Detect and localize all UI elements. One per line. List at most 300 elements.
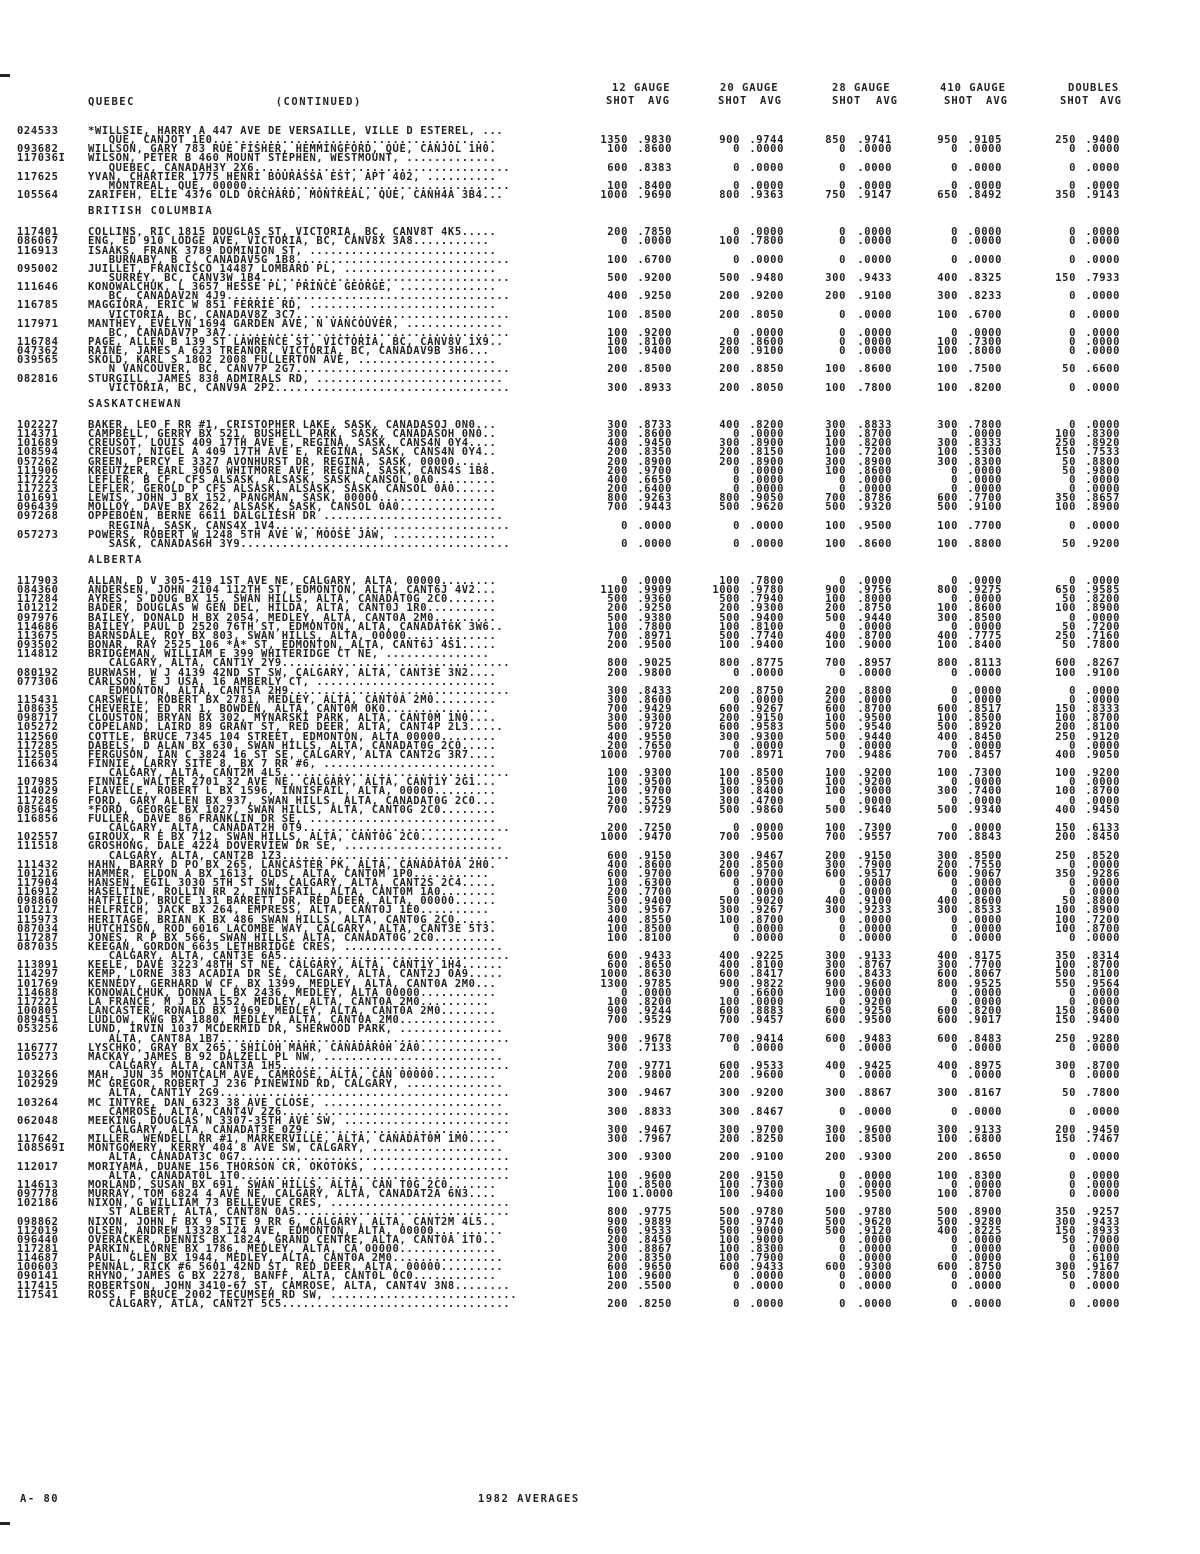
shot-count: 0 (839, 345, 846, 358)
shot-count: 0 (839, 1105, 846, 1118)
member-id: 086067 (17, 235, 59, 248)
member-name-address: YVAN, CHARTIER 1775 HENRI BOURASSA EST, APT 402, .......... (88, 170, 497, 183)
average-value: .0000 (1085, 179, 1120, 192)
member-id: 116856 (17, 812, 59, 825)
average-value: .5250 (637, 794, 672, 807)
shot-count: 100 (937, 767, 958, 780)
average-value: .9467 (749, 849, 784, 862)
shot-count: 0 (951, 1252, 958, 1265)
member-id: 101769 (17, 977, 59, 990)
average-value: .0000 (967, 876, 1002, 889)
shot-count: 300 (825, 904, 846, 917)
shot-count: 100 (825, 446, 846, 459)
average-value: .8657 (1085, 492, 1120, 505)
average-value: .8517 (967, 703, 1002, 716)
average-value: .9600 (637, 1169, 672, 1182)
shot-count: 50 (1062, 593, 1076, 606)
member-id: 116912 (17, 886, 59, 899)
shot-count: 0 (1069, 995, 1076, 1008)
shot-count: 0 (733, 143, 740, 156)
average-value: .9225 (749, 950, 784, 963)
average-value: .0000 (967, 253, 1002, 266)
average-value: .0000 (857, 326, 892, 339)
member-id: 114812 (17, 648, 59, 661)
shot-count: 500 (719, 895, 740, 908)
average-value: .8957 (857, 657, 892, 670)
shot-count: 100 (719, 1188, 740, 1201)
average-value: .8600 (857, 537, 892, 550)
shot-count: 0 (951, 161, 958, 174)
average-value: .8417 (749, 968, 784, 981)
shot-count: 700 (607, 629, 628, 642)
shot-count: 600 (937, 1261, 958, 1274)
average-value: .0000 (967, 464, 1002, 477)
shot-count: 0 (951, 684, 958, 697)
col-group-28-gauge: 28 GAUGE (832, 82, 891, 94)
average-value: .9244 (637, 1005, 672, 1018)
shot-count: 200 (607, 886, 628, 899)
shot-count: 100 (719, 1178, 740, 1191)
average-value: .9700 (749, 1124, 784, 1136)
average-value: .9200 (637, 326, 672, 339)
member-name-address: HAMMER, ELDON A BX 1613, OLDS, ALTA, CANT0M 1P0........... (88, 867, 490, 880)
shot-count: 100 (719, 776, 740, 789)
average-value: .8483 (967, 1032, 1002, 1045)
average-value: .9775 (637, 1206, 672, 1219)
shot-count: 400 (937, 629, 958, 642)
average-value: .7650 (637, 739, 672, 752)
shot-count: 600 (1055, 657, 1076, 670)
average-value: .8050 (749, 308, 784, 321)
shot-count: 500 (825, 721, 846, 734)
shot-count: 550 (1055, 977, 1076, 990)
member-name-address: PAGE, ALLEN B 139 ST LAWRENCE ST, VICTORIA, BC, CANV8V 1X9.. (88, 336, 504, 348)
shot-count: 100 (607, 143, 628, 156)
shot-count: 700 (719, 1032, 740, 1045)
average-value: .7300 (967, 767, 1002, 780)
shot-count: 100 (825, 537, 846, 550)
average-value: .8800 (967, 537, 1002, 550)
member-name-address: ZARIFEH, ELIE 4376 OLD ORCHARD, MONTREAL, QUE, CANH4A 3B4... (88, 189, 504, 202)
shot-count: 700 (825, 748, 846, 761)
average-value: .0000 (857, 1233, 892, 1246)
average-value: .0000 (967, 235, 1002, 248)
shot-count: 0 (733, 1297, 740, 1310)
member-name-address: CAMPBELL, GERRY BX 521, BUSHELL PARK, SASK, CANADASOH 0N0.. (88, 428, 497, 441)
average-value: .9120 (1085, 730, 1120, 743)
shot-count: 100 (825, 639, 846, 652)
shot-count: 0 (839, 1252, 846, 1265)
average-value: .6400 (637, 482, 672, 495)
average-value: .9414 (749, 1032, 784, 1045)
shot-count: 200 (825, 290, 846, 303)
average-value: .0000 (857, 235, 892, 248)
average-value: .0000 (749, 464, 784, 477)
shot-count: 0 (951, 666, 958, 679)
average-value: .8700 (857, 703, 892, 716)
shot-count: 0 (839, 226, 846, 239)
shot-count: 600 (719, 1005, 740, 1018)
average-value: .0000 (1085, 290, 1120, 303)
average-value: .0000 (857, 666, 892, 679)
shot-count: 0 (621, 986, 628, 999)
shot-count: 300 (937, 1124, 958, 1136)
shot-count: 0 (951, 1270, 958, 1283)
average-value: .9200 (1085, 767, 1120, 780)
average-value: .8933 (1085, 1224, 1120, 1237)
member-id: 113891 (17, 959, 59, 972)
average-value: .0000 (1085, 308, 1120, 321)
shot-count: 200 (607, 464, 628, 477)
shot-count: 200 (607, 1069, 628, 1082)
average-value: .8867 (637, 1242, 672, 1255)
average-value: .9050 (1085, 748, 1120, 761)
member-name-address: BC, CANADAV7P 3A7......................................... (88, 326, 511, 339)
shot-count: 0 (839, 308, 846, 321)
average-value: .8300 (967, 455, 1002, 468)
member-name-address: PAUL, GLEN BX 1944, MEDLEY, ALTA, CANT0A 2M0................ (88, 1252, 504, 1265)
member-name-address: HERITAGE, BRIAN K BX 486 SWAN HILLS, ALTA, CANT0G 2C0...... (88, 913, 497, 926)
member-id: 102227 (17, 418, 59, 431)
average-value: .0000 (857, 986, 892, 999)
shot-count: 100 (937, 537, 958, 550)
average-value: .9440 (857, 730, 892, 743)
average-value: .0000 (967, 776, 1002, 789)
average-value: .0000 (1085, 876, 1120, 889)
average-value: .9263 (637, 492, 672, 505)
shot-count: 500 (937, 721, 958, 734)
average-value: .8233 (967, 290, 1002, 303)
average-value: .8900 (967, 1206, 1002, 1219)
average-value: .9533 (749, 1059, 784, 1072)
shot-count: 200 (607, 363, 628, 376)
average-value: .7800 (637, 620, 672, 633)
shot-count: 0 (951, 464, 958, 477)
shot-count: 100 (719, 639, 740, 652)
shot-count: 100 (1055, 712, 1076, 725)
shot-count: 200 (937, 1151, 958, 1164)
average-value: .9500 (857, 1014, 892, 1027)
average-value: .8630 (637, 968, 672, 981)
shot-count: 150 (1055, 1133, 1076, 1146)
member-id: 097976 (17, 611, 59, 624)
average-value: .9105 (967, 134, 1002, 147)
average-value: .6100 (1085, 1252, 1120, 1265)
shot-count: 700 (607, 501, 628, 514)
member-id: 112560 (17, 730, 59, 743)
shot-count: 0 (839, 336, 846, 348)
shot-count: 100 (825, 593, 846, 606)
member-name-address: CALGARY, ATLA, CANT2T 5C5................................. (88, 1297, 511, 1310)
average-value: .8600 (637, 693, 672, 706)
member-name-address: LANCASTER, RONALD BX 1969, MEDLEY, ALTA, CANT0A 2M0........ (88, 1005, 497, 1018)
average-value: .0000 (749, 226, 784, 239)
member-name-address: BC, CANADAV2N 4J9......................................... (88, 290, 511, 303)
average-value: .8200 (749, 418, 784, 431)
shot-count: 0 (1069, 986, 1076, 999)
average-value: .9363 (749, 189, 784, 202)
shot-count: 500 (825, 1215, 846, 1228)
average-value: .0000 (749, 995, 784, 1008)
member-id: 117541 (17, 1288, 59, 1301)
member-id: 062048 (17, 1114, 59, 1127)
shot-count: 500 (719, 611, 740, 624)
shot-count: 0 (1069, 235, 1076, 248)
average-value: .0000 (749, 876, 784, 889)
shot-count: 150 (1055, 1014, 1076, 1027)
shot-count: 1000 (600, 968, 628, 981)
average-value: .9729 (637, 803, 672, 816)
average-value: .8750 (857, 602, 892, 615)
average-value: .0000 (1085, 1169, 1120, 1182)
average-value: .9267 (749, 703, 784, 716)
average-value: .7700 (967, 519, 1002, 532)
average-value: .0000 (1085, 345, 1120, 358)
shot-count: 500 (719, 1224, 740, 1237)
average-value: .7775 (967, 629, 1002, 642)
member-name-address: MAH, JUN 35 MONTCALM AVE, CAMROSE, ALTA, CAN 00000......... (88, 1069, 497, 1082)
member-name-address: HELFRICH, JACK BX 264, EMPRESS, ALTA, CANT0J 1E0.......... (88, 904, 490, 917)
member-id: 117036I (17, 152, 66, 165)
member-name-address: ALTA, CANADAT3C 0G7....................................... (88, 1151, 511, 1164)
average-value: .9620 (857, 1215, 892, 1228)
shot-count: 250 (1055, 849, 1076, 862)
shot-count: 0 (951, 1041, 958, 1054)
shot-count: 0 (951, 1069, 958, 1082)
average-value: .9150 (749, 712, 784, 725)
shot-count: 400 (937, 1224, 958, 1237)
average-value: .4700 (749, 794, 784, 807)
average-value: .7133 (637, 1041, 672, 1054)
member-name-address: OPPEBOEN, BERNE 6611 DALGLIESH DR .......................... (88, 510, 504, 523)
shot-count: 0 (621, 575, 628, 587)
shot-count: 600 (719, 1261, 740, 1274)
shot-count: 1350 (600, 134, 628, 147)
shot-count: 100 (937, 1188, 958, 1201)
member-name-address: QUEBEC, CANADAH3Y 2X6..................................... (88, 161, 511, 174)
member-id: 047362 (17, 345, 59, 358)
average-value: .9500 (637, 639, 672, 652)
shot-count: 200 (719, 381, 740, 394)
average-value: .8200 (857, 437, 892, 450)
shot-count: 100 (825, 1133, 846, 1146)
shot-count: 100 (937, 308, 958, 321)
member-name-address: MORIYAMA, DUANE 156 THORSON CR, OKOTOKS, .................... (88, 1160, 511, 1173)
average-value: .9300 (857, 1151, 892, 1164)
page-number: A- 80 (20, 1493, 60, 1505)
member-id: 102186 (17, 1197, 59, 1210)
average-value: .0000 (857, 913, 892, 926)
shot-count: 800 (937, 584, 958, 597)
average-value: .9400 (749, 611, 784, 624)
shot-count: 0 (1069, 886, 1076, 899)
average-value: .8700 (967, 1188, 1002, 1201)
member-name-address: MORLAND, SUSAN BX 691, SWAN HILLS, ALTA, CAN T0G 2C0....... (88, 1178, 497, 1191)
member-id: 114686 (17, 620, 59, 633)
average-value: .0000 (749, 1297, 784, 1310)
member-name-address: LUND, IRVIN 1037 MCDERMID DR, SHERWOOD PARK, ............... (88, 1023, 504, 1036)
member-id: 112505 (17, 748, 59, 761)
average-value: .7900 (749, 1252, 784, 1265)
average-value: .9100 (1085, 666, 1120, 679)
member-name-address: POWERS, ROBERT W 1248 5TH AVE W, MOOSE JAW, ............... (88, 528, 497, 541)
shot-count: 0 (839, 666, 846, 679)
shot-count: 600 (607, 161, 628, 174)
average-value: .0000 (967, 428, 1002, 441)
average-value: .7700 (967, 492, 1002, 505)
shot-count: 0 (1069, 684, 1076, 697)
average-value: .9800 (1085, 464, 1120, 477)
member-id: 089451 (17, 1014, 59, 1027)
average-value: .9200 (1085, 537, 1120, 550)
member-id: 101216 (17, 867, 59, 880)
member-name-address: KONOWALCHUK, L 3657 HESSE PL, PRINCE GEORGE, .............. (88, 281, 497, 294)
average-value: .9000 (749, 1224, 784, 1237)
shot-count: 0 (733, 1279, 740, 1292)
member-name-address: BARNSDALE, ROY BX 803, SWAN HILLS, ALTA, 00000............. (88, 629, 497, 642)
shot-count: 800 (719, 657, 740, 670)
member-name-address: MURRAY, TOM 6824 4 AVE NE, CALGARY, ALTA, CANADAT2A 6N3.... (88, 1188, 497, 1201)
shot-count: 600 (937, 968, 958, 981)
margin-mark (0, 1522, 10, 1525)
shot-count: 200 (607, 1279, 628, 1292)
member-id: 101212 (17, 602, 59, 615)
average-value: .9440 (857, 611, 892, 624)
shot-count: 100 (937, 712, 958, 725)
shot-count: 500 (719, 271, 740, 284)
shot-count: 0 (839, 794, 846, 807)
average-value: .0000 (857, 620, 892, 633)
average-value: .8867 (857, 1087, 892, 1100)
shot-count: 0 (1069, 776, 1076, 789)
average-value: .9585 (1085, 584, 1120, 597)
shot-count: 200 (825, 602, 846, 615)
shot-count: 800 (607, 492, 628, 505)
shot-count: 0 (951, 1297, 958, 1310)
shot-count: 200 (937, 858, 958, 871)
shot-count: 0 (733, 537, 740, 550)
average-value: .0000 (967, 886, 1002, 899)
average-value: .7160 (1085, 629, 1120, 642)
shot-count: 200 (719, 345, 740, 358)
shot-count: 0 (1069, 1178, 1076, 1191)
shot-count: 350 (1055, 492, 1076, 505)
member-id: 108635 (17, 703, 59, 716)
shot-count: 0 (951, 235, 958, 248)
shot-count: 0 (1069, 226, 1076, 239)
average-value: .9143 (1085, 189, 1120, 202)
member-id: 098862 (17, 1215, 59, 1228)
average-value: .0000 (1085, 473, 1120, 486)
average-value: .8500 (967, 611, 1002, 624)
average-value: .0000 (857, 336, 892, 348)
average-value: .8300 (967, 1169, 1002, 1182)
shot-count: 150 (1055, 271, 1076, 284)
average-value: .8500 (637, 1178, 672, 1191)
average-value: .0000 (857, 1169, 892, 1182)
shot-count: 50 (1062, 537, 1076, 550)
shot-count: 0 (733, 473, 740, 486)
shot-count: 0 (733, 1041, 740, 1054)
shot-count: 200 (825, 1151, 846, 1164)
average-value: .8920 (1085, 437, 1120, 450)
member-name-address: KREUTZER, EARL 3050 WHITMORE AVE, REGINA, SASK, CANS4S 1B8. (88, 464, 497, 477)
average-value: .0000 (1085, 575, 1120, 587)
shot-count: 0 (839, 1270, 846, 1283)
average-value: .9275 (967, 584, 1002, 597)
average-value: .9600 (857, 1124, 892, 1136)
shot-count: 0 (733, 482, 740, 495)
shot-count: 0 (1069, 1151, 1076, 1164)
shot-count: 0 (1069, 345, 1076, 358)
member-name-address: CALGARY, ALTA, CANT1Y 2Y9................................. (88, 657, 511, 670)
average-value: .8975 (967, 1059, 1002, 1072)
shot-count: 200 (719, 858, 740, 871)
member-id: 097268 (17, 510, 59, 523)
average-value: .9433 (637, 950, 672, 963)
shot-count: 200 (825, 684, 846, 697)
average-value: .0000 (1085, 381, 1120, 394)
average-value: .0000 (1085, 235, 1120, 248)
shot-count: 0 (951, 1178, 958, 1191)
shot-count: 50 (1062, 895, 1076, 908)
shot-count: 100 (607, 922, 628, 935)
shot-count: 0 (1069, 794, 1076, 807)
shot-count: 500 (937, 501, 958, 514)
average-value: .8800 (857, 684, 892, 697)
average-value: .9167 (1085, 1261, 1120, 1274)
shot-count: 300 (825, 959, 846, 972)
section-heading: ALBERTA (88, 554, 143, 566)
average-value: .9500 (857, 712, 892, 725)
shot-count: 0 (1069, 739, 1076, 752)
shot-count: 100 (607, 1178, 628, 1191)
shot-count: 300 (1055, 1059, 1076, 1072)
member-id: 111518 (17, 840, 59, 853)
average-value: .0000 (1085, 226, 1120, 239)
average-value: .0000 (967, 1270, 1002, 1283)
average-value: .0000 (967, 326, 1002, 339)
shot-count: 700 (607, 703, 628, 716)
average-value: .8700 (1085, 959, 1120, 972)
shot-count: 300 (607, 1124, 628, 1136)
shot-count: 250 (1055, 1032, 1076, 1045)
shot-count: 150 (1055, 1005, 1076, 1018)
shot-count: 200 (719, 336, 740, 348)
shot-count: 300 (937, 611, 958, 624)
member-name-address: *WILLSIE, HARRY A 447 AVE DE VERSAILLE, VILLE D ESTEREL, ... (88, 125, 504, 137)
average-value: .0000 (1085, 684, 1120, 697)
shot-count: 0 (1069, 1297, 1076, 1310)
shot-count: 600 (607, 959, 628, 972)
average-value: .9467 (637, 1087, 672, 1100)
average-value: .9150 (857, 849, 892, 862)
member-name-address: JUILLET, FRANCISCO 14487 LOMBARD PL, ...................... (88, 262, 497, 275)
average-value: .0000 (1085, 253, 1120, 266)
member-name-address: KONOWALCHUK, DONNA L BX 2436, MEDLEY, ALTA 00000........... (88, 986, 497, 999)
average-value: .9443 (637, 501, 672, 514)
member-name-address: FULLER, DAVE 86 FRANKLIN DR SE, ........................... (88, 812, 497, 825)
average-value: .6600 (1085, 363, 1120, 376)
shot-count: 400 (825, 629, 846, 642)
average-value: .9050 (749, 492, 784, 505)
average-value: .8200 (1085, 593, 1120, 606)
shot-count: 300 (607, 1087, 628, 1100)
average-value: .9200 (749, 290, 784, 303)
average-value: .0000 (967, 931, 1002, 944)
shot-count: 600 (825, 1032, 846, 1045)
average-value: .9320 (857, 501, 892, 514)
